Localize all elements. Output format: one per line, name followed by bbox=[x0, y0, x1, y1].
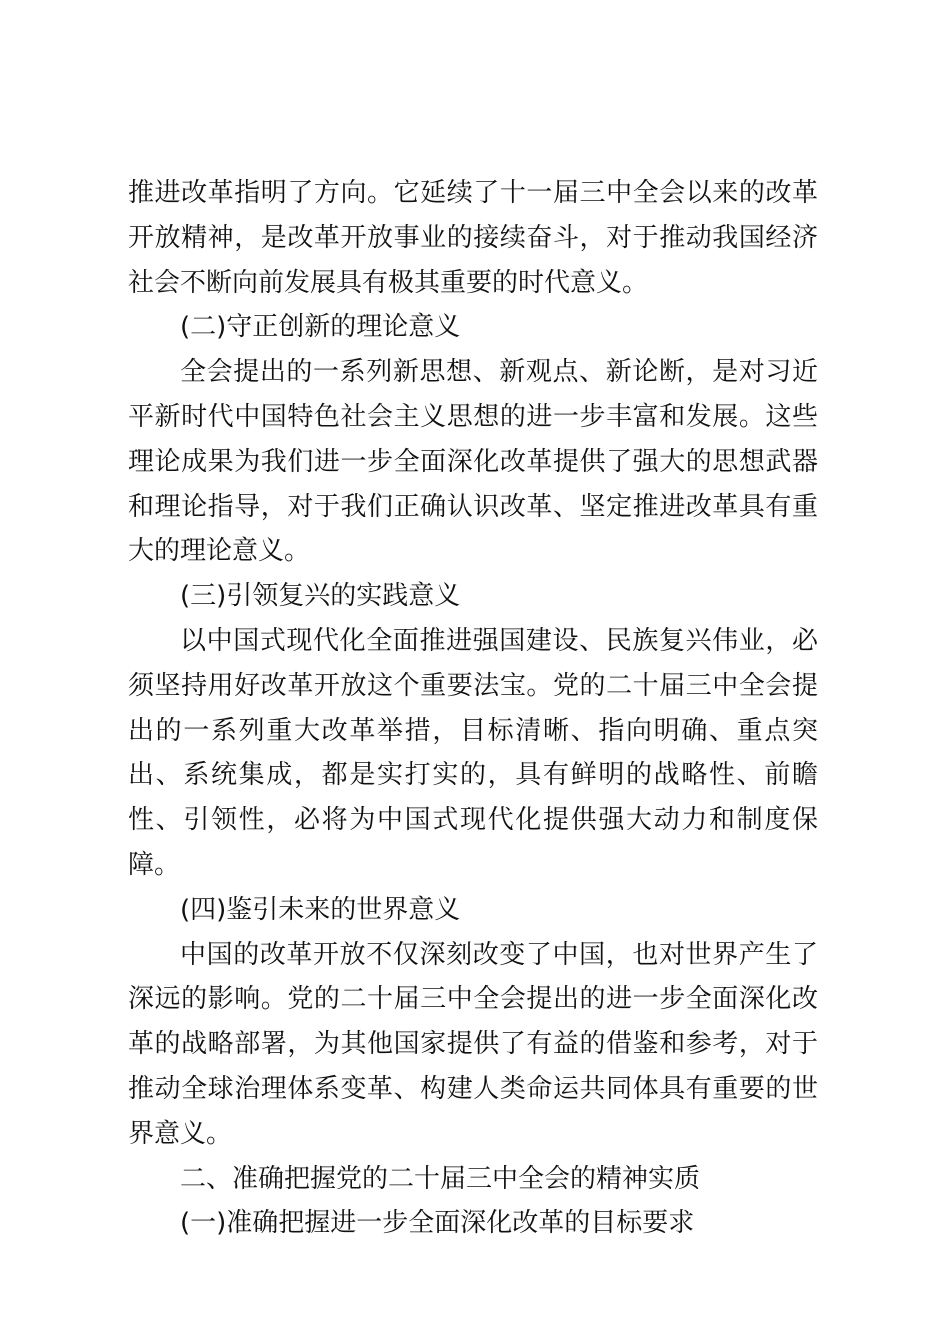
subsection-heading-1: (一)准确把握进一步全面深化改革的目标要求 bbox=[180, 1208, 695, 1239]
section-heading-2: (二)守正创新的理论意义 bbox=[180, 312, 461, 343]
section-heading-4: (四)鉴引未来的世界意义 bbox=[180, 894, 461, 925]
paragraph-theory: 全会提出的一系列新思想、新观点、新论断，是对习近平新时代中国特色社会主义思想的进一步丰富和发展。这些理论成果为我们进一步全面深化改革提供了强大的思想武器和理论指导，对于我们正确认识改革、坚定推进改革具有重大的理论意义。 bbox=[128, 357, 818, 567]
paragraph-practice: 以中国式现代化全面推进强国建设、民族复兴伟业，必须坚持用好改革开放这个重要法宝。党的二十届三中全会提出的一系列重大改革举措，目标清晰、指向明确、重点突出、系统集成，都是实打实的，具有鲜明的战略性、前瞻性、引领性，必将为中国式现代化提供强大动力和制度保障。 bbox=[128, 625, 818, 880]
document-body bbox=[128, 171, 818, 1246]
paragraph-world: 中国的改革开放不仅深刻改变了中国，也对世界产生了深远的影响。党的二十届三中全会提出的进一步全面深化改革的战略部署，为其他国家提供了有益的借鉴和参考，对于推动全球治理体系变革、构建人类命运共同体具有重要的世界意义。 bbox=[128, 939, 818, 1149]
paragraph-continuation: 推进改革指明了方向。它延续了十一届三中全会以来的改革开放精神，是改革开放事业的接续奋斗，对于推动我国经济社会不断向前发展具有极其重要的时代意义。 bbox=[128, 178, 818, 298]
section-heading-3: (三)引领复兴的实践意义 bbox=[180, 581, 461, 612]
chapter-heading-2: 二、准确把握党的二十届三中全会的精神实质 bbox=[180, 1163, 701, 1194]
